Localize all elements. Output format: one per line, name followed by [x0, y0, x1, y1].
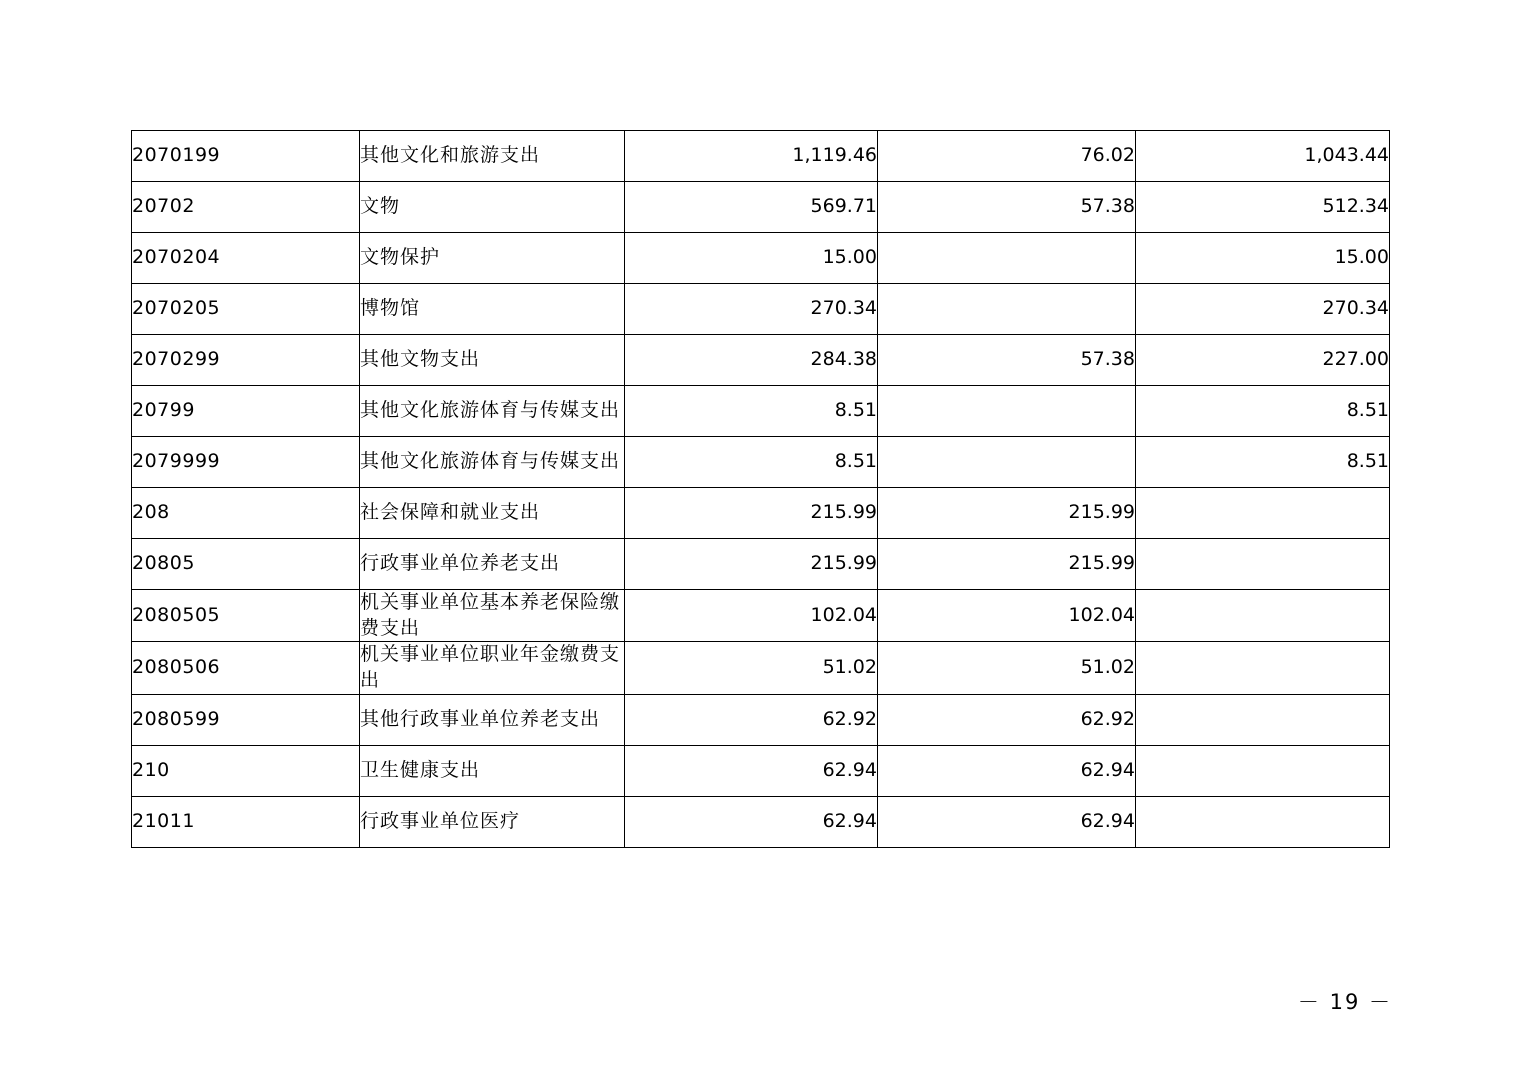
table-row	[132, 233, 1390, 284]
cell-total-amount: 62.94	[625, 745, 878, 796]
table-row	[132, 796, 1390, 847]
cell-total-amount: 15.00	[625, 233, 878, 284]
page-number: － 19 －	[1297, 990, 1392, 1014]
cell-subject-name: 卫生健康支出	[360, 745, 625, 796]
cell-total-amount: 51.02	[625, 642, 878, 694]
budget-expenditure-table	[131, 130, 1390, 848]
cell-subject-name: 文物	[360, 182, 625, 233]
cell-project-expenditure: 512.34	[1136, 182, 1390, 233]
cell-basic-expenditure	[878, 386, 1136, 437]
cell-project-expenditure	[1136, 796, 1390, 847]
cell-project-expenditure	[1136, 488, 1390, 539]
cell-total-amount: 270.34	[625, 284, 878, 335]
cell-project-expenditure	[1136, 590, 1390, 642]
cell-subject-name: 其他文化旅游体育与传媒支出	[360, 437, 625, 488]
cell-total-amount: 1,119.46	[625, 131, 878, 182]
table-row	[132, 694, 1390, 745]
cell-total-amount: 8.51	[625, 437, 878, 488]
cell-project-expenditure: 270.34	[1136, 284, 1390, 335]
cell-project-expenditure	[1136, 694, 1390, 745]
table-row	[132, 642, 1390, 694]
cell-project-expenditure	[1136, 642, 1390, 694]
cell-project-expenditure	[1136, 539, 1390, 590]
table-body	[132, 131, 1390, 848]
cell-basic-expenditure	[878, 284, 1136, 335]
table-row	[132, 131, 1390, 182]
cell-basic-expenditure	[878, 233, 1136, 284]
cell-subject-code: 2080505	[132, 590, 360, 642]
cell-basic-expenditure: 51.02	[878, 642, 1136, 694]
cell-project-expenditure: 8.51	[1136, 437, 1390, 488]
cell-total-amount: 284.38	[625, 335, 878, 386]
cell-subject-name: 行政事业单位医疗	[360, 796, 625, 847]
cell-subject-name: 其他行政事业单位养老支出	[360, 694, 625, 745]
cell-basic-expenditure: 215.99	[878, 488, 1136, 539]
cell-subject-code: 21011	[132, 796, 360, 847]
table-row	[132, 386, 1390, 437]
cell-basic-expenditure	[878, 437, 1136, 488]
cell-total-amount: 215.99	[625, 539, 878, 590]
cell-total-amount: 215.99	[625, 488, 878, 539]
cell-subject-name: 其他文化和旅游支出	[360, 131, 625, 182]
cell-total-amount: 102.04	[625, 590, 878, 642]
cell-basic-expenditure: 62.94	[878, 796, 1136, 847]
cell-basic-expenditure: 76.02	[878, 131, 1136, 182]
table-row	[132, 745, 1390, 796]
cell-subject-name: 文物保护	[360, 233, 625, 284]
cell-subject-code: 2070204	[132, 233, 360, 284]
cell-subject-code: 2079999	[132, 437, 360, 488]
cell-project-expenditure: 15.00	[1136, 233, 1390, 284]
cell-subject-name: 其他文物支出	[360, 335, 625, 386]
cell-subject-name: 行政事业单位养老支出	[360, 539, 625, 590]
cell-total-amount: 569.71	[625, 182, 878, 233]
cell-subject-code: 208	[132, 488, 360, 539]
cell-project-expenditure	[1136, 745, 1390, 796]
cell-basic-expenditure: 57.38	[878, 182, 1136, 233]
cell-total-amount: 62.92	[625, 694, 878, 745]
table-row	[132, 539, 1390, 590]
cell-subject-code: 20805	[132, 539, 360, 590]
cell-basic-expenditure: 62.92	[878, 694, 1136, 745]
cell-subject-name: 机关事业单位基本养老保险缴费支出	[360, 590, 625, 642]
cell-subject-code: 2080599	[132, 694, 360, 745]
cell-subject-code: 210	[132, 745, 360, 796]
cell-total-amount: 8.51	[625, 386, 878, 437]
cell-subject-code: 2070299	[132, 335, 360, 386]
cell-basic-expenditure: 215.99	[878, 539, 1136, 590]
table-row	[132, 590, 1390, 642]
cell-basic-expenditure: 102.04	[878, 590, 1136, 642]
cell-subject-name: 机关事业单位职业年金缴费支出	[360, 642, 625, 694]
cell-subject-code: 2080506	[132, 642, 360, 694]
table-row	[132, 488, 1390, 539]
cell-subject-name: 博物馆	[360, 284, 625, 335]
table-row	[132, 335, 1390, 386]
cell-total-amount: 62.94	[625, 796, 878, 847]
table-row	[132, 182, 1390, 233]
cell-subject-code: 2070199	[132, 131, 360, 182]
cell-project-expenditure: 227.00	[1136, 335, 1390, 386]
cell-subject-code: 20799	[132, 386, 360, 437]
cell-subject-name: 社会保障和就业支出	[360, 488, 625, 539]
table-row	[132, 437, 1390, 488]
cell-project-expenditure: 1,043.44	[1136, 131, 1390, 182]
table-row	[132, 284, 1390, 335]
cell-subject-code: 2070205	[132, 284, 360, 335]
cell-basic-expenditure: 62.94	[878, 745, 1136, 796]
cell-basic-expenditure: 57.38	[878, 335, 1136, 386]
cell-subject-code: 20702	[132, 182, 360, 233]
cell-subject-name: 其他文化旅游体育与传媒支出	[360, 386, 625, 437]
cell-project-expenditure: 8.51	[1136, 386, 1390, 437]
